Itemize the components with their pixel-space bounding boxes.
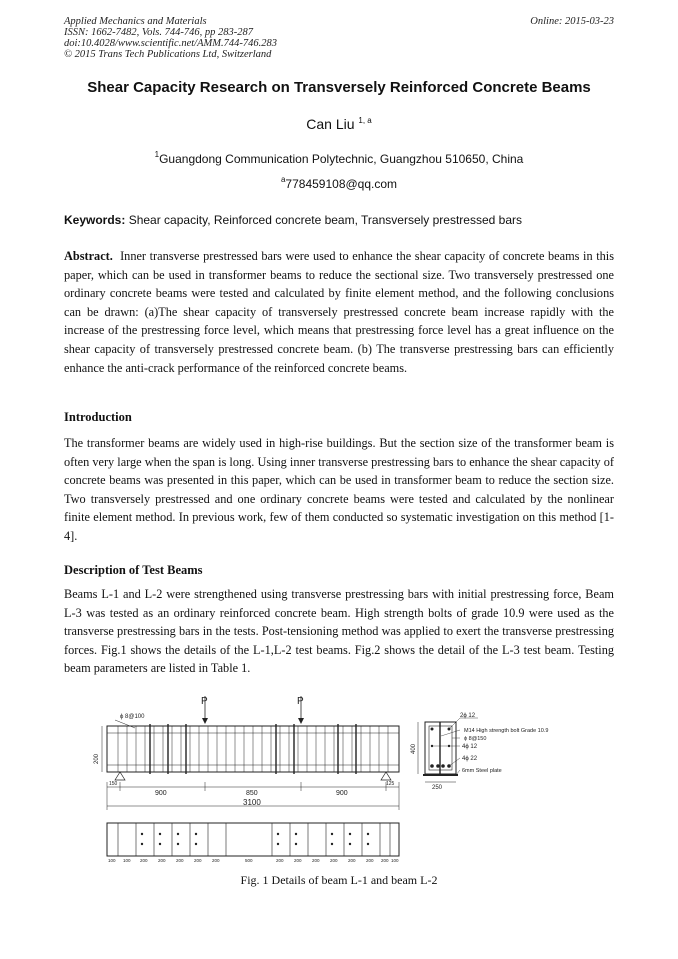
abstract-text: Inner transverse prestressed bars were used to enhance the shear capacity of concrete beams in this paper, which can be used in transformer beams to reduce the sectional size. Two transversely prestressed one ordinary concrete beams were tested and calculated by finite element method, and the following conclusions can be drawn: (a)The shear capacity of transversely prestressed concrete beam increase rapidly with the increase of the prestressing force level, which means that prestressing force level has a great influence on the shear capacity of transversely prestressed concrete beam. (b) The transverse prestressing bars can efficiently enhance the anti-crack performance of the reinforced concrete beams.	[64, 249, 615, 375]
keywords	[64, 213, 614, 227]
plan-spacing: 200	[348, 858, 356, 863]
affiliation-sup: 1	[154, 150, 160, 159]
keywords-label: Keywords:	[64, 213, 126, 227]
plan-bolt-marks	[141, 833, 369, 845]
author-name: Can Liu	[306, 116, 355, 132]
section-label: M14 High strength bolt Grade 10.9	[464, 728, 549, 734]
author-line	[0, 116, 678, 132]
description-text: Beams L-1 and L-2 were strengthened using transverse prestressing bars with initial prestressing force, Beam L-3 was tested as an ordinary reinforced concrete beam. High strength bolts of grade 10.9 were used as the transverse prestressing bars in the tests. Post-tensioning method was applied to exert the transverse prestressing forces. Fig.1 shows the details of the L-1,L-2 test beams. Fig.2 shows the detail of the L-3 test beam. Testing beam parameters are listed in Table 1.	[64, 587, 614, 676]
journal-copyright: © 2015 Trans Tech Publications Ltd, Switzerland	[64, 49, 272, 60]
plan-spacing-labels	[108, 858, 399, 863]
dim-end-left: 150	[109, 781, 118, 787]
plan-spacing: 200	[158, 858, 166, 863]
plan-spacing: 100	[123, 858, 131, 863]
dim-total-length: 3100	[243, 798, 261, 807]
dim-shear-span-left: 900	[155, 790, 167, 797]
plan-spacing: 200	[140, 858, 148, 863]
dim-shear-span-right: 900	[336, 790, 348, 797]
plan-spacing: 200	[330, 858, 338, 863]
paper-title: Shear Capacity Research on Transversely Reinforced Concrete Beams	[87, 79, 591, 96]
section-height: 400	[411, 743, 417, 754]
plan-spacing: 200	[176, 858, 184, 863]
plan-spacing: 200	[212, 858, 220, 863]
email	[0, 175, 678, 191]
affiliation	[0, 150, 678, 166]
section-label: 4ϕ 12	[462, 744, 478, 750]
affiliation-text: Guangdong Communication Polytechnic, Guangzhou 510650, China	[159, 152, 524, 166]
beam-detail-figure	[80, 686, 600, 868]
section-label: 2ϕ 12	[460, 713, 476, 719]
beam-elevation	[94, 696, 399, 810]
plan-spacing: 200	[381, 858, 389, 863]
beam-height-label: 200	[94, 753, 100, 764]
section-label: 6mm Steel plate	[462, 768, 502, 774]
plan-spacing: 100	[108, 858, 116, 863]
dim-end-right: 125	[386, 781, 395, 787]
section-label: 4ϕ 22	[462, 756, 478, 762]
section-width: 250	[432, 785, 443, 791]
plan-spacing: 200	[366, 858, 374, 863]
plan-spacing: 200	[276, 858, 284, 863]
load-label-left: P	[201, 696, 208, 707]
stirrup-label: ϕ 8@100	[120, 714, 145, 720]
plan-spacing: 100	[391, 858, 399, 863]
author-sup: 1, a	[358, 116, 372, 125]
abstract-label: Abstract.	[64, 249, 113, 263]
plan-spacing: 200	[194, 858, 202, 863]
journal-doi: doi:10.4028/www.scientific.net/AMM.744-746.283	[64, 38, 277, 49]
journal-name: Applied Mechanics and Materials	[64, 16, 207, 27]
description-heading: Description of Test Beams	[64, 563, 203, 577]
abstract	[64, 247, 614, 377]
beam-cross-section	[411, 713, 548, 791]
online-date: Online: 2015-03-23	[530, 16, 614, 27]
figure-caption: Fig. 1 Details of beam L-1 and beam L-2	[240, 873, 438, 887]
introduction-text: The transformer beams are widely used in high-rise buildings. But the section size of the transformer beam is often very large when the span is long. Using inner transverse prestressing bars to enhance the shear capacity of concrete beams was presented in this paper, which can be used in transformer beam to reduce the section size. Two transversely prestressed and one ordinary concrete beams were tested and calculated by the nonlinear finite element method. In previous work, few of them conducted so systematic investigation on this method [1-4].	[64, 436, 614, 543]
email-sup: a	[280, 175, 286, 184]
plan-spacing: 200	[312, 858, 320, 863]
journal-issn: ISSN: 1662-7482, Vols. 744-746, pp 283-287	[64, 27, 253, 38]
load-label-right: P	[297, 696, 304, 707]
plan-spacing: 200	[294, 858, 302, 863]
dim-middle: 850	[246, 790, 258, 797]
beam-plan	[107, 823, 399, 863]
keywords-text: Shear capacity, Reinforced concrete beam, Transversely prestressed bars	[128, 213, 522, 227]
email-text: 778459108@qq.com	[285, 177, 398, 191]
section-label: ϕ 8@150	[464, 736, 487, 742]
plan-ribs	[118, 823, 390, 856]
supports	[115, 772, 391, 780]
load-arrow-left	[201, 696, 208, 724]
plan-spacing: 500	[245, 858, 253, 863]
load-arrow-right	[297, 696, 304, 724]
introduction-heading: Introduction	[64, 410, 132, 424]
journal-header	[64, 16, 277, 60]
